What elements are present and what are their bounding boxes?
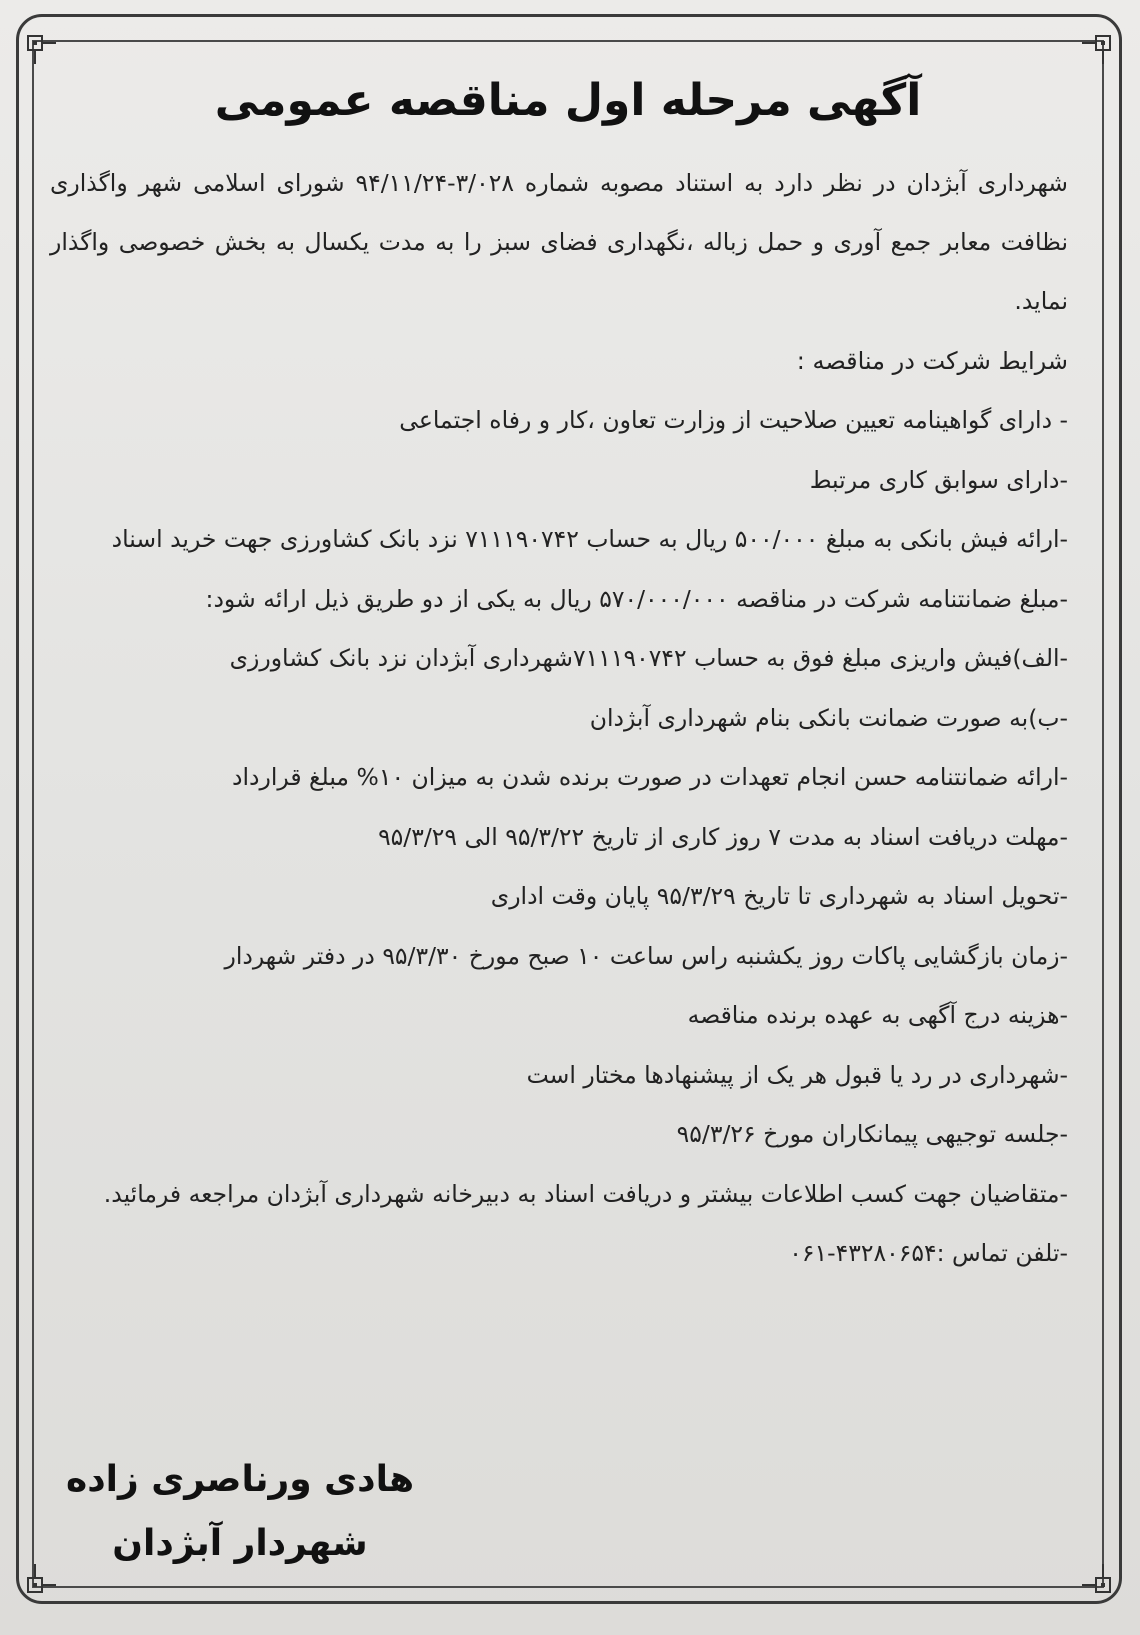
list-item: -ب)به صورت ضمانت بانکی بنام شهرداری آبژدان — [589, 703, 1068, 732]
list-item: -ارائه ضمانتنامه حسن انجام تعهدات در صورت برنده شدن به میزان ۱۰% مبلغ قرارداد — [232, 763, 1068, 791]
list-item: -متقاضیان جهت کسب اطلاعات بیشتر و دریافت اسناد به دبیرخانه شهرداری آبژدان مراجعه فرمائید. — [103, 1179, 1068, 1208]
list-item: -جلسه توجیهی پیمانکاران مورخ ۹۵/۳/۲۶ — [676, 1120, 1068, 1148]
list-item: -الف)فیش واریزی مبلغ فوق به حساب ۷۱۱۱۹۰۷۴۲شهرداری آبژدان نزد بانک کشاورزی — [229, 644, 1068, 672]
announcement-body — [50, 60, 1086, 1284]
signatory-title: شهردار آبژدان — [112, 1523, 368, 1564]
list-item: -شهرداری در رد یا قبول هر یک از پیشنهادها مختار است — [526, 1060, 1068, 1089]
conditions-heading: شرایط شرکت در مناقصه : — [796, 347, 1068, 375]
signatory-name: هادی ورناصری زاده — [65, 1459, 415, 1500]
list-item: -زمان بازگشایی پاکات روز یکشنبه راس ساعت ۱۰ صبح مورخ ۹۵/۳/۳۰ در دفتر شهردار — [224, 941, 1068, 970]
corner-ornament-icon — [1078, 1560, 1118, 1600]
list-item: - دارای گواهینامه تعیین صلاحیت از وزارت تعاون ،کار و رفاه اجتماعی — [399, 406, 1068, 434]
list-item: -دارای سوابق کاری مرتبط — [809, 465, 1068, 494]
list-item: -مهلت دریافت اسناد به مدت ۷ روز کاری از تاریخ ۹۵/۳/۲۲ الی ۹۵/۳/۲۹ — [378, 822, 1068, 851]
signature-block — [60, 1448, 420, 1576]
corner-ornament-icon — [20, 1560, 60, 1600]
list-item: -تلفن تماس :۴۳۲۸۰۶۵۴-۰۶۱ — [789, 1239, 1068, 1267]
list-item: -ارائه فیش بانکی به مبلغ ۵۰۰/۰۰۰ ریال به حساب ۷۱۱۱۹۰۷۴۲ نزد بانک کشاورزی جهت خرید اسناد — [111, 525, 1068, 553]
list-item: -مبلغ ضمانتنامه شرکت در مناقصه ۵۷۰/۰۰۰/۰۰۰ ریال به یکی از دو طریق ذیل ارائه شود: — [205, 584, 1068, 613]
list-item: -تحویل اسناد به شهرداری تا تاریخ ۹۵/۳/۲۹ پایان وقت اداری — [490, 882, 1068, 910]
list-item: -هزینه درج آگهی به عهده برنده مناقصه — [687, 1001, 1068, 1029]
conditions-list — [50, 391, 1086, 1284]
page-title: آگهی مرحله اول مناقصه عمومی — [214, 75, 922, 126]
intro-paragraph: شهرداری آبژدان در نظر دارد به استناد مصوبه شماره ۳/۰۲۸-۹۴/۱۱/۲۴ شورای اسلامی شهر واگذاری نظافت معابر جمع آوری و حمل زباله ،نگهداری فضای سبز را به مدت یکسال به بخش خصوصی واگذار نماید. — [50, 169, 1068, 315]
